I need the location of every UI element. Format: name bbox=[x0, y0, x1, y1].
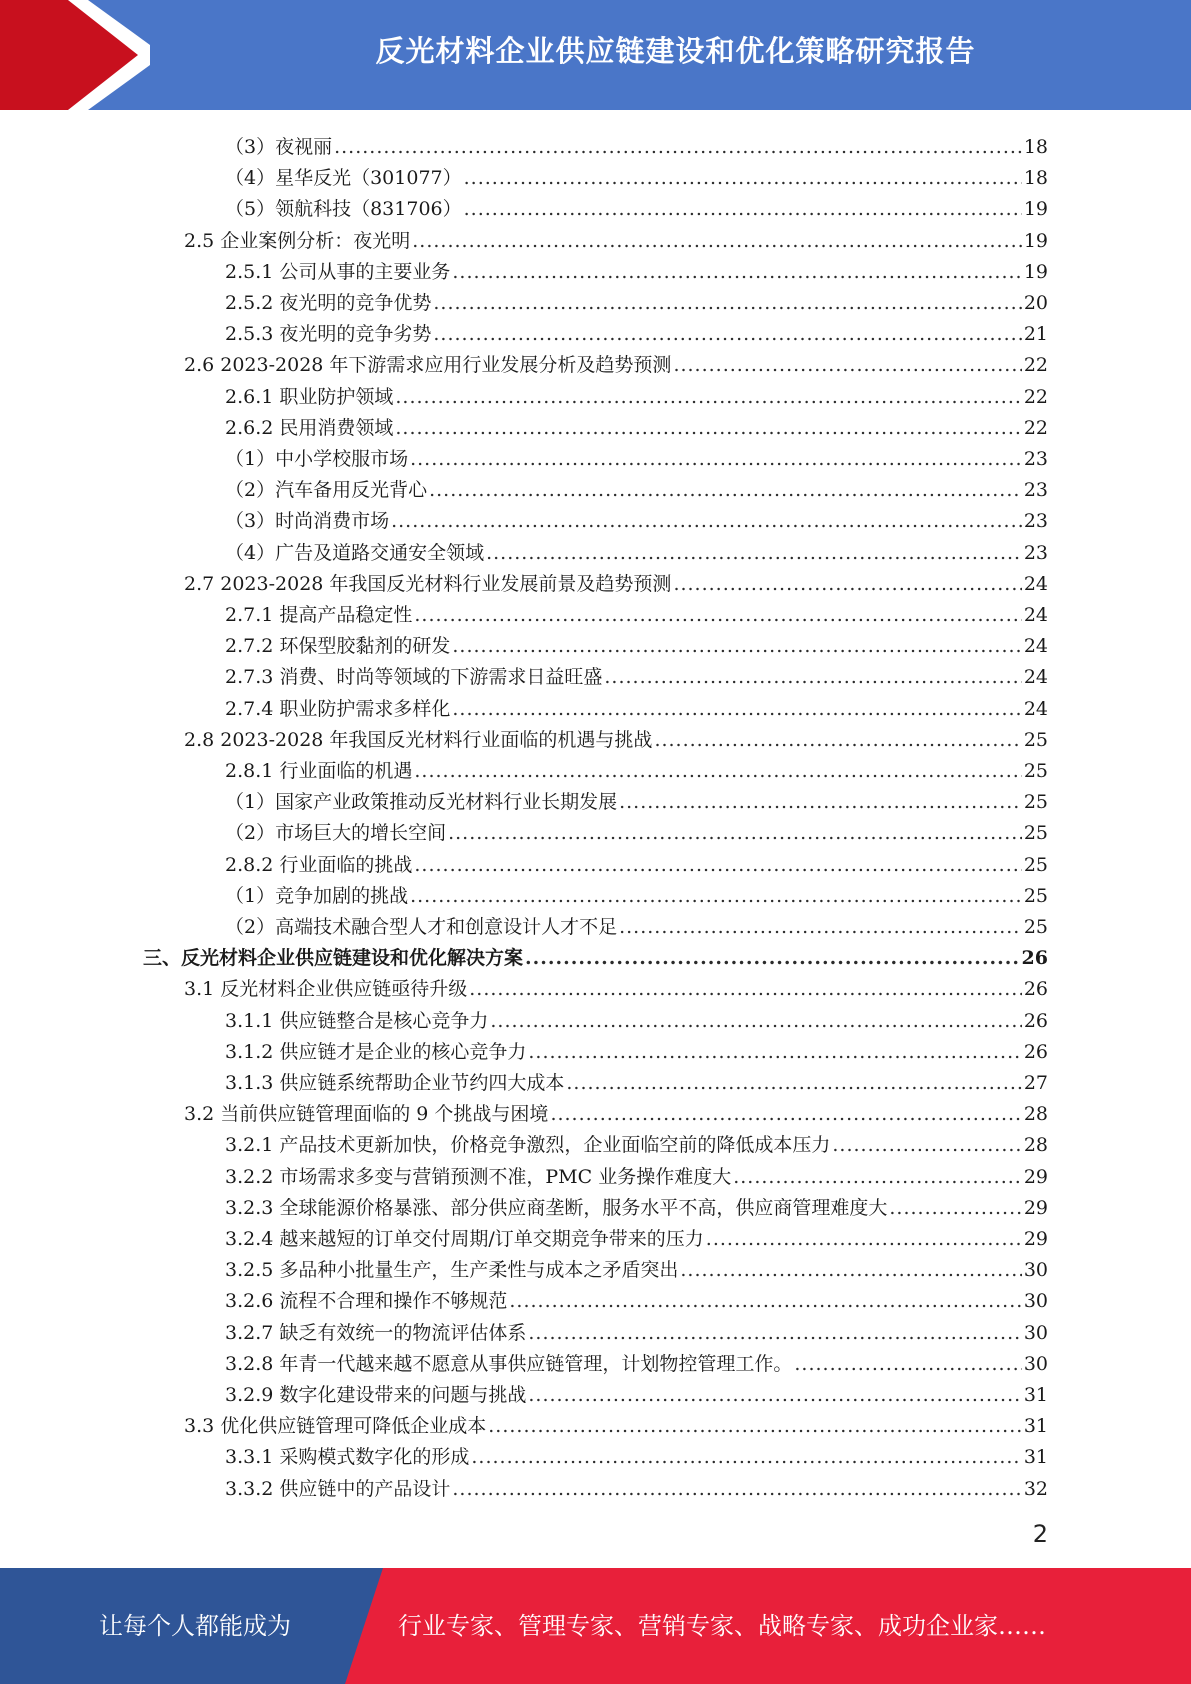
toc-leader-dots bbox=[414, 759, 1021, 783]
toc-entry-page: 25 bbox=[1023, 822, 1048, 845]
toc-entry[interactable] bbox=[225, 378, 1048, 409]
toc-entry-label: （1）竞争加剧的挑战 bbox=[225, 884, 409, 907]
toc-entry-label: 3.2.6 流程不合理和操作不够规范 bbox=[225, 1290, 508, 1313]
toc-entry-label: （1）国家产业政策推动反光材料行业长期发展 bbox=[225, 791, 618, 814]
toc-entry[interactable] bbox=[225, 471, 1048, 502]
toc-entry-page: 27 bbox=[1023, 1072, 1048, 1094]
toc-entry[interactable] bbox=[225, 846, 1048, 877]
toc-entry-label: 3.1.3 供应链系统帮助企业节约四大成本 bbox=[225, 1072, 565, 1094]
toc-entry[interactable] bbox=[225, 128, 1048, 159]
toc-entry-page: 23 bbox=[1023, 510, 1048, 533]
toc-leader-dots bbox=[490, 1009, 1021, 1033]
toc-entry[interactable] bbox=[225, 814, 1048, 845]
toc-entry-label: 2.8.2 行业面临的挑战 bbox=[225, 853, 413, 876]
toc-entry-label: 3.3 优化供应链管理可降低企业成本 bbox=[184, 1415, 487, 1438]
toc-entry[interactable] bbox=[225, 1376, 1048, 1407]
toc-entry-label: 2.7.1 提高产品稳定性 bbox=[225, 604, 413, 626]
toc-entry-page: 28 bbox=[1023, 1134, 1048, 1157]
toc-entry-label: （3）时尚消费市场 bbox=[225, 510, 390, 533]
toc-entry-label: 2.6.2 民用消费领域 bbox=[225, 416, 394, 439]
toc-leader-dots bbox=[832, 1133, 1021, 1157]
toc-leader-dots bbox=[452, 260, 1021, 284]
toc-entry-page: 30 bbox=[1023, 1352, 1048, 1375]
toc-entry-label: 2.5.3 夜光明的竞争劣势 bbox=[225, 323, 432, 346]
toc-leader-dots bbox=[673, 572, 1021, 596]
report-footer bbox=[0, 1568, 1191, 1684]
toc-entry-label: 3.3.1 采购模式数字化的形成 bbox=[225, 1446, 470, 1469]
toc-entry[interactable] bbox=[225, 315, 1048, 346]
toc-entry-page: 30 bbox=[1023, 1259, 1048, 1282]
toc-leader-dots bbox=[619, 790, 1022, 814]
toc-entry-page: 19 bbox=[1023, 229, 1048, 252]
toc-entry-label: 3.2.7 缺乏有效统一的物流评估体系 bbox=[225, 1321, 527, 1344]
toc-leader-dots bbox=[448, 821, 1022, 845]
toc-leader-dots bbox=[464, 166, 1022, 190]
toc-entry[interactable] bbox=[225, 690, 1048, 721]
toc-entry[interactable] bbox=[184, 1095, 1048, 1126]
toc-entry-page: 18 bbox=[1023, 167, 1048, 190]
toc-entry-page: 24 bbox=[1023, 572, 1048, 595]
toc-entry[interactable] bbox=[184, 721, 1048, 752]
toc-entry-label: 2.7 2023-2028 年我国反光材料行业发展前景及趋势预测 bbox=[184, 572, 672, 595]
toc-leader-dots bbox=[509, 1289, 1021, 1313]
toc-entry-label: 2.7.4 职业防护需求多样化 bbox=[225, 697, 451, 720]
page-number: 2 bbox=[1032, 1520, 1048, 1548]
toc-leader-dots bbox=[488, 1414, 1022, 1438]
toc-entry[interactable] bbox=[225, 1064, 1048, 1095]
toc-entry-page: 22 bbox=[1023, 354, 1048, 377]
toc-entry-label: （3）夜视丽 bbox=[225, 136, 333, 158]
toc-entry[interactable] bbox=[225, 409, 1048, 440]
toc-entry-label: （1）中小学校服市场 bbox=[225, 448, 409, 470]
toc-entry-label: 3.2.5 多品种小批量生产，生产柔性与成本之矛盾突出 bbox=[225, 1259, 679, 1282]
toc-entry-label: 3.2.8 年青一代越来越不愿意从事供应链管理，计划物控管理工作。 bbox=[225, 1352, 793, 1375]
toc-entry-label: 3.2.3 全球能源价格暴涨、部分供应商垄断，服务水平不高，供应商管理难度大 bbox=[225, 1196, 888, 1219]
toc-entry-label: （4）星华反光（301077） bbox=[225, 167, 462, 190]
red-chevron-logo bbox=[0, 0, 150, 110]
toc-entry[interactable] bbox=[225, 253, 1048, 284]
toc-entry-page: 23 bbox=[1023, 479, 1048, 502]
toc-entry-label: （2）汽车备用反光背心 bbox=[225, 479, 428, 502]
toc-leader-dots bbox=[528, 1383, 1021, 1407]
toc-entry[interactable] bbox=[225, 908, 1048, 939]
toc-entry-label: 2.5.2 夜光明的竞争优势 bbox=[225, 292, 432, 314]
toc-entry-page: 30 bbox=[1023, 1290, 1048, 1313]
toc-entry[interactable] bbox=[225, 1251, 1048, 1282]
toc-entry-label: 3.1.1 供应链整合是核心竞争力 bbox=[225, 1009, 489, 1032]
toc-entry[interactable] bbox=[225, 596, 1048, 627]
toc-entry-label: 3.3.2 供应链中的产品设计 bbox=[225, 1477, 451, 1500]
toc-entry[interactable] bbox=[225, 1002, 1048, 1033]
toc-entry[interactable] bbox=[225, 284, 1048, 315]
toc-entry-page: 31 bbox=[1023, 1446, 1048, 1469]
toc-entry-label: 2.6.1 职业防护领域 bbox=[225, 385, 394, 408]
toc-leader-dots bbox=[410, 884, 1022, 908]
toc-entry-label: 3.1 反光材料企业供应链亟待升级 bbox=[184, 978, 468, 1001]
report-header bbox=[0, 0, 1191, 110]
toc-entry-page: 25 bbox=[1023, 853, 1048, 876]
toc-entry-page: 31 bbox=[1023, 1384, 1048, 1406]
toc-entry-page: 22 bbox=[1023, 385, 1048, 408]
toc-entry-label: 3.1.2 供应链才是企业的核心竞争力 bbox=[225, 1040, 527, 1063]
toc-leader-dots bbox=[889, 1196, 1021, 1220]
toc-entry[interactable] bbox=[225, 752, 1048, 783]
toc-entry[interactable] bbox=[184, 1407, 1048, 1438]
toc-leader-dots bbox=[566, 1071, 1021, 1095]
toc-entry[interactable] bbox=[225, 1189, 1048, 1220]
toc-leader-dots bbox=[433, 291, 1021, 315]
toc-leader-dots bbox=[452, 634, 1021, 658]
toc-entry-page: 28 bbox=[1023, 1103, 1048, 1126]
toc-entry-page: 25 bbox=[1023, 760, 1048, 782]
toc-entry-page: 26 bbox=[1021, 947, 1048, 970]
report-title: 反光材料企业供应链建设和优化策略研究报告 bbox=[375, 34, 976, 68]
toc-leader-dots bbox=[469, 977, 1022, 1001]
toc-entry-page: 25 bbox=[1023, 916, 1048, 938]
toc-entry-page: 19 bbox=[1023, 260, 1048, 283]
toc-entry-page: 24 bbox=[1023, 666, 1048, 689]
toc-entry-page: 18 bbox=[1023, 136, 1048, 158]
toc-entry-page: 29 bbox=[1023, 1196, 1048, 1219]
toc-entry-label: 三、反光材料企业供应链建设和优化解决方案 bbox=[143, 947, 524, 970]
toc-entry-label: 3.2.2 市场需求多变与营销预测不准，PMC 业务操作难度大 bbox=[225, 1165, 732, 1188]
toc-entry-page: 29 bbox=[1023, 1165, 1048, 1188]
toc-entry-label: （5）领航科技（831706） bbox=[225, 198, 462, 221]
toc-leader-dots bbox=[433, 322, 1021, 346]
toc-entry[interactable] bbox=[225, 658, 1048, 689]
toc-entry[interactable] bbox=[225, 190, 1048, 221]
toc-entry[interactable] bbox=[225, 1470, 1048, 1501]
toc-entry[interactable] bbox=[184, 222, 1048, 253]
toc-entry-label: 2.8 2023-2028 年我国反光材料行业面临的机遇与挑战 bbox=[184, 728, 653, 751]
toc-entry-label: 3.2.9 数字化建设带来的问题与挑战 bbox=[225, 1384, 527, 1406]
toc-entry-label: 3.2.1 产品技术更新加快，价格竞争激烈，企业面临空前的降低成本压力 bbox=[225, 1134, 831, 1157]
toc-leader-dots bbox=[733, 1165, 1022, 1189]
toc-leader-dots bbox=[412, 229, 1022, 253]
toc-entry[interactable] bbox=[225, 440, 1048, 471]
toc-leader-dots bbox=[706, 1227, 1022, 1251]
toc-leader-dots bbox=[429, 478, 1022, 502]
toc-leader-dots bbox=[680, 1258, 1021, 1282]
toc-entry-page: 23 bbox=[1023, 448, 1048, 470]
toc-entry-label: 2.7.2 环保型胶黏剂的研发 bbox=[225, 635, 451, 658]
toc-leader-dots bbox=[619, 915, 1022, 939]
toc-entry[interactable] bbox=[225, 877, 1048, 908]
toc-entry[interactable] bbox=[225, 1282, 1048, 1313]
toc-leader-dots bbox=[794, 1352, 1021, 1376]
toc-entry-label: （2）高端技术融合型人才和创意设计人才不足 bbox=[225, 916, 618, 938]
toc-entry-label: 2.7.3 消费、时尚等领域的下游需求日益旺盛 bbox=[225, 666, 603, 689]
toc-entry[interactable] bbox=[225, 1033, 1048, 1064]
toc-leader-dots bbox=[525, 946, 1020, 970]
toc-entry[interactable] bbox=[184, 970, 1048, 1001]
toc-leader-dots bbox=[673, 353, 1021, 377]
toc-entry-label: 2.6 2023-2028 年下游需求应用行业发展分析及趋势预测 bbox=[184, 354, 672, 377]
toc-entry[interactable] bbox=[225, 534, 1048, 565]
toc-entry-label: 2.8.1 行业面临的机遇 bbox=[225, 760, 413, 782]
footer-slogan-right: 行业专家、管理专家、营销专家、战略专家、成功企业家…… bbox=[398, 1612, 1046, 1640]
toc-leader-dots bbox=[452, 697, 1021, 721]
toc-leader-dots bbox=[550, 1102, 1021, 1126]
toc-leader-dots bbox=[395, 416, 1021, 440]
toc-entry[interactable] bbox=[143, 939, 1048, 970]
toc-entry-page: 26 bbox=[1023, 1040, 1048, 1063]
toc-entry-page: 32 bbox=[1023, 1477, 1048, 1500]
toc-entry[interactable] bbox=[184, 346, 1048, 377]
footer-slogan-left: 让每个人都能成为 bbox=[99, 1612, 291, 1640]
toc-leader-dots bbox=[410, 447, 1022, 471]
toc-entry-label: （4）广告及道路交通安全领域 bbox=[225, 541, 485, 564]
toc-leader-dots bbox=[452, 1477, 1021, 1501]
toc-entry-page: 20 bbox=[1023, 292, 1048, 314]
toc-entry[interactable] bbox=[225, 783, 1048, 814]
toc-entry-page: 24 bbox=[1023, 635, 1048, 658]
toc-entry-label: 2.5 企业案例分析：夜光明 bbox=[184, 229, 411, 252]
toc-entry-page: 26 bbox=[1023, 978, 1048, 1001]
toc-entry-page: 24 bbox=[1023, 697, 1048, 720]
toc-leader-dots bbox=[464, 197, 1022, 221]
toc-leader-dots bbox=[471, 1445, 1021, 1469]
toc-leader-dots bbox=[391, 509, 1022, 533]
toc-leader-dots bbox=[528, 1321, 1021, 1345]
toc-entry[interactable] bbox=[225, 1126, 1048, 1157]
toc-leader-dots bbox=[604, 665, 1021, 689]
toc-entry-page: 26 bbox=[1023, 1009, 1048, 1032]
toc-entry-label: 3.2.4 越来越短的订单交付周期/订单交期竞争带来的压力 bbox=[225, 1228, 704, 1250]
toc-leader-dots bbox=[414, 853, 1021, 877]
toc-entry[interactable] bbox=[225, 1220, 1048, 1251]
toc-entry[interactable] bbox=[225, 1314, 1048, 1345]
toc-entry[interactable] bbox=[225, 502, 1048, 533]
toc-entry-page: 22 bbox=[1023, 416, 1048, 439]
toc-entry-page: 25 bbox=[1023, 791, 1048, 814]
toc-entry-page: 30 bbox=[1023, 1321, 1048, 1344]
toc-leader-dots bbox=[334, 135, 1022, 159]
toc-entry-page: 24 bbox=[1023, 604, 1048, 626]
toc-entry[interactable] bbox=[225, 159, 1048, 190]
toc-leader-dots bbox=[414, 603, 1021, 627]
toc-entry-page: 31 bbox=[1023, 1415, 1048, 1438]
toc-entry-page: 25 bbox=[1023, 728, 1048, 751]
toc-entry-page: 29 bbox=[1023, 1228, 1048, 1250]
toc-entry-label: （2）市场巨大的增长空间 bbox=[225, 822, 447, 845]
toc-leader-dots bbox=[486, 541, 1022, 565]
toc-entry-label: 3.2 当前供应链管理面临的 9 个挑战与困境 bbox=[184, 1103, 549, 1126]
toc-entry[interactable] bbox=[184, 565, 1048, 596]
toc-entry[interactable] bbox=[225, 1158, 1048, 1189]
toc-entry-page: 19 bbox=[1023, 198, 1048, 221]
toc-entry-page: 21 bbox=[1023, 323, 1048, 346]
toc-leader-dots bbox=[395, 385, 1021, 409]
toc-leader-dots bbox=[654, 728, 1021, 752]
toc-entry-page: 25 bbox=[1023, 884, 1048, 907]
toc-leader-dots bbox=[528, 1040, 1021, 1064]
toc-entry[interactable] bbox=[225, 1438, 1048, 1469]
toc-entry-page: 23 bbox=[1023, 541, 1048, 564]
toc-entry[interactable] bbox=[225, 627, 1048, 658]
toc-entry-label: 2.5.1 公司从事的主要业务 bbox=[225, 260, 451, 283]
toc-entry[interactable] bbox=[225, 1345, 1048, 1376]
